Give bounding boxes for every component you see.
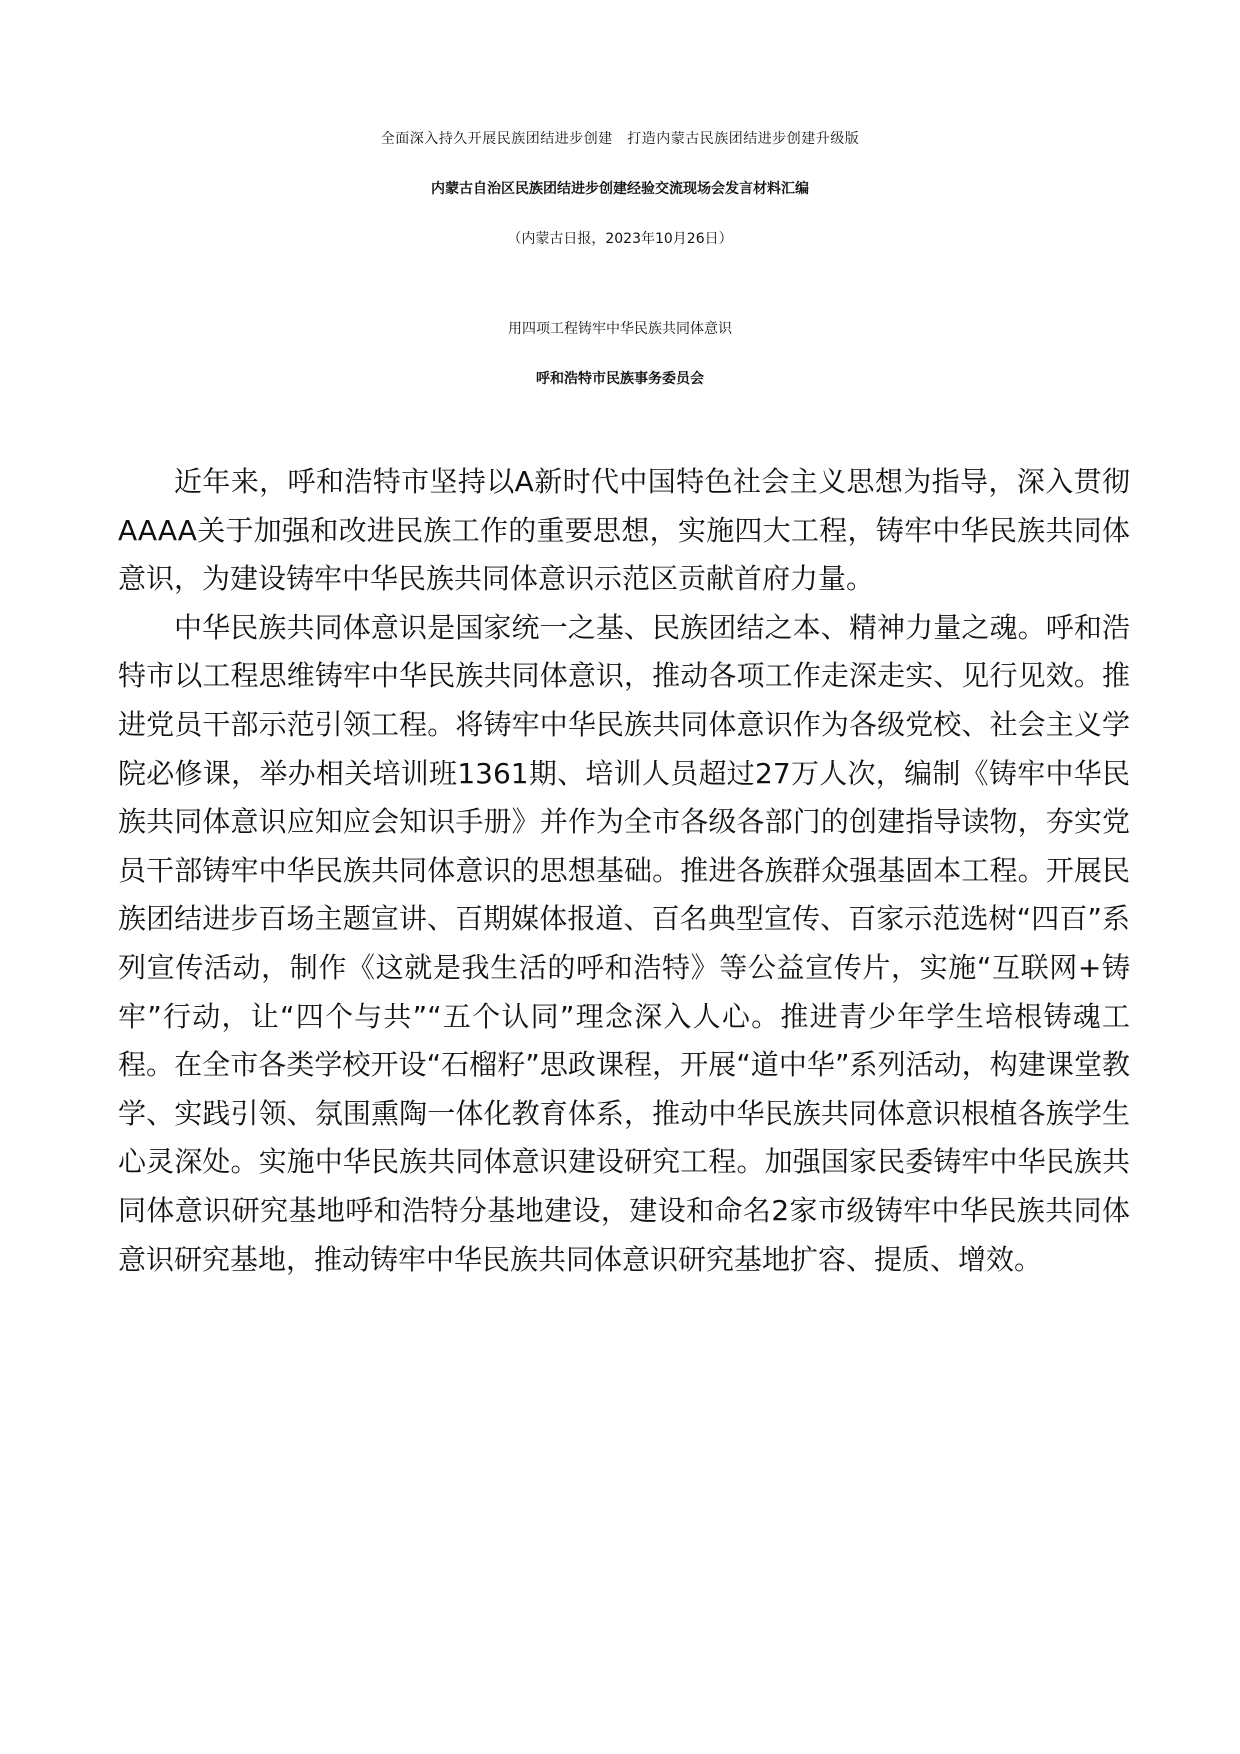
article-paragraph: 近年来，呼和浩特市坚持以A新时代中国特色社会主义思想为指导，深入贯彻AAAA关于加强和改进民族工作的重要思想，实施四大工程，铸牢中华民族共同体意识，为建设铸牢中华民族共同体意识示范区贡献首府力量。 xyxy=(118,465,1130,596)
article-body xyxy=(118,458,1130,1284)
article-paragraph: 中华民族共同体意识是国家统一之基、民族团结之本、精神力量之魂。呼和浩特市以工程思维铸牢中华民族共同体意识，推动各项工作走深走实、见行见效。推进党员干部示范引领工程。将铸牢中华民族共同体意识作为各级党校、社会主义学院必修课，举办相关培训班1361期、培训人员超过27万人次，编制《铸牢中华民族共同体意识应知应会知识手册》并作为全市各级各部门的创建指导读物，夯实党员干部铸牢中华民族共同体意识的思想基础。推进各族群众强基固本工程。开展民族团结进步百场主题宣讲、百期媒体报道、百名典型宣传、百家示范选树“四百”系列宣传活动，制作《这就是我生活的呼和浩特》等公益宣传片，实施“互联网+铸牢”行动，让“四个与共”“五个认同”理念深入人心。推进青少年学生培根铸魂工程。在全市各类学校开设“石榴籽”思政课程，开展“道中华”系列活动，构建课堂教学、实践引领、氛围熏陶一体化教育体系，推动中华民族共同体意识根植各族学生心灵深处。实施中华民族共同体意识建设研究工程。加强国家民委铸牢中华民族共同体意识研究基地呼和浩特分基地建设，建设和命名2家市级铸牢中华民族共同体意识研究基地，推动铸牢中华民族共同体意识研究基地扩容、提质、增效。 xyxy=(118,610,1130,1276)
article-title: 用四项工程铸牢中华民族共同体意识 xyxy=(508,321,732,337)
header-headline: 全面深入持久开展民族团结进步创建 打造内蒙古民族团结进步创建升级版 xyxy=(380,131,860,147)
article-author: 呼和浩特市民族事务委员会 xyxy=(536,371,704,387)
header-subtitle: 内蒙古自治区民族团结进步创建经验交流现场会发言材料汇编 xyxy=(431,181,809,197)
header-source: （内蒙古日报，2023年10月26日） xyxy=(507,231,733,247)
